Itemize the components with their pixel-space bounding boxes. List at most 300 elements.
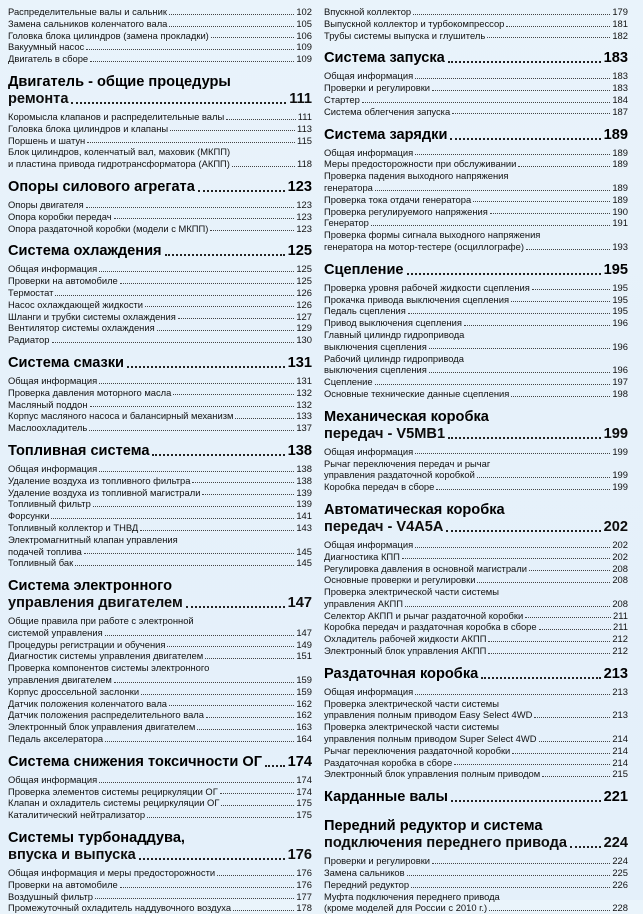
leader-dots <box>173 393 294 395</box>
toc-entry-page: 189 <box>612 181 628 193</box>
leader-dots <box>448 60 601 63</box>
toc-entry-label: выключения сцепления <box>324 364 427 376</box>
toc-entry[interactable] <box>8 698 312 709</box>
leader-dots <box>180 541 310 542</box>
toc-entry[interactable] <box>324 745 628 756</box>
toc-entry[interactable] <box>324 241 628 252</box>
toc-entry[interactable] <box>8 522 312 533</box>
toc-entry-page: 189 <box>612 158 628 170</box>
leader-dots <box>139 857 285 860</box>
toc-entry-label: Корпус дроссельной заслонки <box>8 685 140 697</box>
leader-dots <box>429 347 611 349</box>
toc-entry-label: Охладитель рабочей жидкости АКПП <box>324 633 487 645</box>
toc-entry[interactable] <box>324 458 628 469</box>
toc-entry-page: 214 <box>612 744 628 756</box>
toc-entry-label: и пластина привода гидротрансформатора (АКПП) <box>8 158 230 170</box>
leader-dots <box>114 217 295 219</box>
toc-entry[interactable] <box>324 902 628 913</box>
leader-dots <box>141 693 294 695</box>
toc-entry[interactable] <box>324 539 628 550</box>
toc-entry-label: подачей топлива <box>8 545 82 557</box>
leader-dots <box>362 101 611 103</box>
toc-entry-label: Замена сальников коленчатого вала <box>8 17 168 29</box>
toc-entry[interactable] <box>8 275 312 286</box>
toc-entry-page: 211 <box>613 621 628 633</box>
toc-heading-text: Передний редуктор и система <box>324 818 543 835</box>
toc-entry-page: 141 <box>296 510 312 522</box>
toc-entry[interactable] <box>8 627 312 638</box>
toc-entry[interactable] <box>324 733 628 744</box>
leader-dots <box>51 517 294 519</box>
toc-entry[interactable] <box>324 469 628 480</box>
toc-entry[interactable] <box>8 809 312 820</box>
leader-dots <box>169 25 294 27</box>
toc-entry[interactable] <box>324 217 628 228</box>
toc-entry[interactable] <box>8 662 312 673</box>
toc-entry[interactable] <box>8 650 312 661</box>
toc-entry[interactable] <box>324 709 628 720</box>
leader-dots <box>405 605 610 607</box>
toc-entry[interactable] <box>8 6 312 17</box>
toc-entry-label: Топливный бак <box>8 557 74 569</box>
toc-entry-page: 226 <box>612 878 628 890</box>
toc-entry-page: 189 <box>612 146 628 158</box>
toc-entry-label: Основные технические данные сцепления <box>324 387 510 399</box>
leader-dots <box>87 141 295 143</box>
toc-heading-text: Автоматическая коробка <box>324 501 505 518</box>
toc-section-heading[interactable] <box>324 818 628 852</box>
toc-entry[interactable] <box>324 586 628 597</box>
toc-entry-label: Проверка падения выходного напряжения <box>324 170 509 182</box>
leader-dots <box>501 705 626 706</box>
toc-entry-label: Удаление воздуха из топливного фильтра <box>8 474 191 486</box>
toc-entry[interactable] <box>324 305 628 316</box>
toc-entry[interactable] <box>8 422 312 433</box>
leader-dots <box>170 129 295 131</box>
toc-entry[interactable] <box>8 311 312 322</box>
toc-entry-page: 202 <box>612 550 628 562</box>
toc-entry[interactable] <box>8 546 312 557</box>
leader-dots <box>466 337 626 338</box>
toc-entry-label: Промежуточный охладитель наддувочного воздуха <box>8 902 232 914</box>
toc-entry[interactable] <box>8 534 312 545</box>
toc-entry[interactable] <box>8 30 312 41</box>
toc-entry-label: Вакуумный насос <box>8 41 85 53</box>
toc-heading-text: Опоры силового агрегата <box>8 178 195 195</box>
toc-entry[interactable] <box>324 686 628 697</box>
toc-entry-page: 214 <box>612 733 628 745</box>
toc-section-heading[interactable] <box>8 754 312 771</box>
leader-dots <box>120 886 295 888</box>
toc-entry-page: 183 <box>612 82 628 94</box>
toc-entry[interactable] <box>324 353 628 364</box>
toc-entry-page: 123 <box>296 210 312 222</box>
toc-entry[interactable] <box>8 399 312 410</box>
toc-entry[interactable] <box>324 645 628 656</box>
leader-dots <box>487 36 610 38</box>
toc-entry[interactable] <box>324 170 628 181</box>
toc-entry-page: 208 <box>612 597 628 609</box>
toc-entry[interactable] <box>8 891 312 902</box>
toc-section-heading[interactable] <box>8 243 312 260</box>
toc-entry[interactable] <box>324 106 628 117</box>
toc-entry-label: Опоры двигателя <box>8 198 84 210</box>
toc-entry-label: Опора раздаточной коробки (модели с МКПП) <box>8 222 209 234</box>
toc-entry-page: 138 <box>296 474 312 486</box>
toc-entry-page: 176 <box>296 867 312 879</box>
toc-entry[interactable] <box>8 510 312 521</box>
toc-entry[interactable] <box>8 733 312 744</box>
toc-entry-page: 163 <box>296 721 312 733</box>
leader-dots <box>502 898 626 899</box>
toc-entry-page: 184 <box>612 93 628 105</box>
toc-entry[interactable] <box>324 18 628 29</box>
toc-entry[interactable] <box>8 721 312 732</box>
toc-entry-label: Выпускной коллектор и турбокомпрессор <box>324 17 505 29</box>
toc-entry-page: 127 <box>296 310 312 322</box>
toc-entry[interactable] <box>8 774 312 785</box>
toc-entry[interactable] <box>324 6 628 17</box>
toc-entry[interactable] <box>8 879 312 890</box>
toc-heading-text: Двигатель - общие процедуры <box>8 73 231 90</box>
toc-entry[interactable] <box>8 158 312 169</box>
toc-entry-label: Коробка передач и раздаточная коробка в сборе <box>324 621 537 633</box>
toc-entry-page: 145 <box>296 545 312 557</box>
leader-dots <box>448 436 601 439</box>
toc-heading-text: Система зарядки <box>324 126 448 143</box>
toc-heading-text-2: передач - V5MB1 <box>324 425 446 442</box>
toc-entry-page: 183 <box>612 70 628 82</box>
toc-entry[interactable] <box>8 263 312 274</box>
toc-entry-label: Впускной коллектор <box>324 6 412 17</box>
leader-dots <box>226 118 296 120</box>
toc-entry[interactable] <box>8 487 312 498</box>
toc-entry-page: 174 <box>296 773 312 785</box>
toc-entry[interactable] <box>8 410 312 421</box>
toc-entry-label: Головка блока цилиндров (замена прокладки) <box>8 29 209 41</box>
toc-entry-page: 111 <box>297 110 312 122</box>
toc-entry[interactable] <box>8 902 312 913</box>
toc-entry[interactable] <box>8 797 312 808</box>
toc-entry[interactable] <box>8 709 312 720</box>
toc-entry[interactable] <box>8 18 312 29</box>
leader-dots <box>211 36 295 38</box>
toc-entry-label: (кроме моделей для России с 2010 г.) <box>324 902 488 914</box>
toc-section-heading[interactable] <box>324 409 628 443</box>
toc-entry[interactable] <box>8 615 312 626</box>
toc-entry-label: Генератор <box>324 217 369 229</box>
toc-entry-label: Электронный блок управления полным приводом <box>324 768 541 780</box>
toc-section-heading[interactable] <box>324 789 628 806</box>
toc-entry-page: 105 <box>296 17 312 29</box>
toc-heading-text: Система снижения токсичности ОГ <box>8 753 262 770</box>
leader-dots <box>196 623 310 624</box>
toc-entry-label: Общая информация <box>8 773 98 785</box>
toc-entry[interactable] <box>324 329 628 340</box>
toc-entry[interactable] <box>324 768 628 779</box>
toc-entry-page: 176 <box>296 878 312 890</box>
toc-entry-label: Маслоохладитель <box>8 422 88 434</box>
toc-entry-label: Проверка элементов системы рециркуляции ОГ <box>8 785 218 797</box>
leader-dots <box>450 137 600 140</box>
toc-section-heading[interactable] <box>324 666 628 683</box>
toc-entry-page: 164 <box>296 733 312 745</box>
toc-entry[interactable] <box>324 551 628 562</box>
toc-entry-label: Проверки на автомобиле <box>8 878 118 890</box>
toc-entry[interactable] <box>324 341 628 352</box>
toc-entry-label: генератора на мотор-тестере (осциллографе) <box>324 240 524 252</box>
toc-entry-page: 196 <box>612 364 628 376</box>
toc-heading-text: Механическая коробка <box>324 408 489 425</box>
toc-entry-page: 212 <box>612 645 628 657</box>
toc-entry[interactable] <box>324 294 628 305</box>
toc-entry-page: 196 <box>612 340 628 352</box>
leader-dots <box>232 165 295 167</box>
leader-dots <box>506 25 610 27</box>
toc-entry[interactable] <box>8 463 312 474</box>
toc-section-heading[interactable] <box>324 262 628 279</box>
leader-dots <box>169 704 294 706</box>
leader-dots <box>210 229 294 231</box>
toc-heading-page: 199 <box>603 425 628 442</box>
leader-dots <box>539 628 611 630</box>
toc-entry[interactable] <box>8 223 312 234</box>
leader-dots <box>186 605 285 608</box>
toc-entry[interactable] <box>8 557 312 568</box>
toc-entry[interactable] <box>8 674 312 685</box>
toc-heading-text: Раздаточная коробка <box>324 665 479 682</box>
toc-entry-label: системой управления <box>8 626 103 638</box>
toc-heading-page: 189 <box>603 126 628 143</box>
toc-entry[interactable] <box>324 70 628 81</box>
toc-entry[interactable] <box>324 598 628 609</box>
toc-entry-label: Передний редуктор <box>324 878 410 890</box>
toc-entry[interactable] <box>324 698 628 709</box>
toc-section-heading[interactable] <box>324 502 628 536</box>
toc-entry[interactable] <box>324 82 628 93</box>
toc-entry[interactable] <box>324 388 628 399</box>
toc-heading-text: Система охлаждения <box>8 243 162 260</box>
leader-dots <box>371 224 610 226</box>
leader-dots <box>436 488 610 490</box>
leader-dots <box>542 775 610 777</box>
toc-entry[interactable] <box>324 282 628 293</box>
toc-entry[interactable] <box>8 146 312 157</box>
toc-entry[interactable] <box>8 322 312 333</box>
toc-column-right <box>324 6 628 914</box>
leader-dots <box>71 101 286 104</box>
toc-heading-text: Система электронного <box>8 578 172 595</box>
toc-entry-page: 137 <box>296 422 312 434</box>
toc-entry-label: Проверка электрической части системы <box>324 697 499 709</box>
toc-entry[interactable] <box>8 475 312 486</box>
leader-dots <box>152 453 284 456</box>
toc-section-heading[interactable] <box>8 179 312 196</box>
toc-heading-page: 213 <box>603 665 628 682</box>
toc-entry[interactable] <box>324 206 628 217</box>
toc-entry[interactable] <box>324 867 628 878</box>
toc-entry[interactable] <box>324 94 628 105</box>
toc-entry[interactable] <box>8 786 312 797</box>
toc-entry-label: Рычаг переключения передач и рычаг <box>324 457 491 469</box>
toc-section-heading[interactable] <box>8 355 312 372</box>
toc-entry-page: 193 <box>612 240 628 252</box>
toc-entry[interactable] <box>324 633 628 644</box>
toc-entry[interactable] <box>324 30 628 41</box>
leader-dots <box>488 652 610 654</box>
toc-entry[interactable] <box>324 229 628 240</box>
toc-entry-label: Проверка электрической части системы <box>324 721 499 733</box>
toc-entry[interactable] <box>8 299 312 310</box>
toc-entry[interactable] <box>8 211 312 222</box>
leader-dots <box>178 317 295 319</box>
leader-dots <box>140 529 294 531</box>
toc-entry-label: Прокачка привода выключения сцепления <box>324 293 510 305</box>
toc-heading-page: 183 <box>603 50 628 67</box>
toc-entry-page: 125 <box>296 263 312 275</box>
leader-dots <box>539 740 611 742</box>
toc-entry[interactable] <box>324 446 628 457</box>
leader-dots <box>167 645 294 647</box>
toc-section-heading[interactable] <box>8 443 312 460</box>
toc-entry[interactable] <box>324 182 628 193</box>
toc-section-heading[interactable] <box>8 74 312 108</box>
toc-entry[interactable] <box>8 287 312 298</box>
toc-entry-label: Муфта подключения переднего привода <box>324 890 500 902</box>
toc-entry[interactable] <box>8 41 312 52</box>
toc-entry[interactable] <box>324 376 628 387</box>
toc-entry-page: 159 <box>296 674 312 686</box>
toc-entry-label: Коробка передач в сборе <box>324 481 435 493</box>
toc-entry-page: 214 <box>612 756 628 768</box>
toc-entry[interactable] <box>324 194 628 205</box>
toc-entry[interactable] <box>324 158 628 169</box>
toc-entry[interactable] <box>8 686 312 697</box>
toc-entry-page: 195 <box>612 305 628 317</box>
toc-entry[interactable] <box>8 111 312 122</box>
toc-entry-page: 109 <box>296 41 312 53</box>
toc-entry[interactable] <box>8 53 312 64</box>
toc-entry-label: Топливный коллектор и ТНВД <box>8 521 139 533</box>
toc-heading-page: 174 <box>287 753 312 770</box>
toc-entry[interactable] <box>8 375 312 386</box>
toc-section-heading[interactable] <box>324 50 628 67</box>
toc-entry[interactable] <box>8 639 312 650</box>
leader-dots <box>90 60 294 62</box>
toc-entry[interactable] <box>324 481 628 492</box>
toc-entry[interactable] <box>324 364 628 375</box>
toc-entry-page: 147 <box>296 626 312 638</box>
leader-dots <box>217 874 294 876</box>
toc-entry-label: Распределительные валы и сальник <box>8 6 167 17</box>
toc-section-heading[interactable] <box>8 830 312 864</box>
toc-entry[interactable] <box>324 147 628 158</box>
toc-entry-page: 182 <box>612 29 628 41</box>
toc-entry-page: 145 <box>296 557 312 569</box>
leader-dots <box>211 670 310 671</box>
leader-dots <box>415 546 610 548</box>
toc-entry-page: 123 <box>296 222 312 234</box>
toc-entry-label: Общая информация <box>324 538 414 550</box>
toc-entry-page: 208 <box>612 574 628 586</box>
toc-entry[interactable] <box>324 721 628 732</box>
toc-entry[interactable] <box>8 123 312 134</box>
leader-dots <box>169 13 294 15</box>
toc-entry-page: 162 <box>296 709 312 721</box>
leader-dots <box>542 237 626 238</box>
toc-heading-text-2: подключения переднего привода <box>324 835 567 852</box>
leader-dots <box>90 405 295 407</box>
toc-heading-page: 224 <box>603 835 628 852</box>
toc-entry-label: Общая информация <box>8 374 98 386</box>
toc-entry-label: Сцепление <box>324 376 373 388</box>
leader-dots <box>454 763 610 765</box>
toc-heading-text: Карданные валы <box>324 789 449 806</box>
toc-entry[interactable] <box>324 574 628 585</box>
toc-entry[interactable] <box>324 563 628 574</box>
toc-entry-page: 195 <box>612 293 628 305</box>
toc-entry-label: Топливный фильтр <box>8 498 91 510</box>
toc-entry[interactable] <box>324 757 628 768</box>
leader-dots <box>198 189 285 192</box>
leader-dots <box>501 729 626 730</box>
toc-entry[interactable] <box>324 855 628 866</box>
leader-dots <box>415 452 610 454</box>
toc-entry-page: 199 <box>612 445 628 457</box>
toc-entry-label: Радиатор <box>8 334 50 346</box>
leader-dots <box>145 305 294 307</box>
toc-entry-label: Общая информация <box>324 685 414 697</box>
toc-entry[interactable] <box>8 387 312 398</box>
toc-entry[interactable] <box>8 199 312 210</box>
leader-dots <box>375 189 610 191</box>
toc-entry[interactable] <box>324 610 628 621</box>
toc-entry[interactable] <box>8 334 312 345</box>
toc-entry[interactable] <box>8 498 312 509</box>
leader-dots <box>127 365 285 368</box>
toc-entry-page: 130 <box>296 334 312 346</box>
leader-dots <box>99 270 294 272</box>
toc-entry-label: Рычаг переключения раздаточной коробки <box>324 744 511 756</box>
leader-dots <box>473 200 610 202</box>
leader-dots <box>192 481 294 483</box>
leader-dots <box>511 178 627 179</box>
toc-entry-label: Проверка тока отдачи генератора <box>324 193 472 205</box>
toc-entry-page: 212 <box>612 633 628 645</box>
toc-entry-label: Трубы системы выпуска и глушитель <box>324 29 486 41</box>
leader-dots <box>488 640 610 642</box>
toc-entry[interactable] <box>8 135 312 146</box>
toc-entry-label: Форсунки <box>8 510 50 522</box>
toc-entry-label: Общая информация <box>324 146 414 158</box>
leader-dots <box>489 909 610 911</box>
toc-heading-text-2: передач - V4A5A <box>324 518 444 535</box>
toc-entry-label: Общая информация и меры предосторожности <box>8 867 216 879</box>
toc-entry[interactable] <box>324 317 628 328</box>
toc-entry-label: Проверка уровня рабочей жидкости сцепления <box>324 281 530 293</box>
toc-entry-page: 139 <box>296 486 312 498</box>
toc-entry-page: 132 <box>296 386 312 398</box>
toc-entry[interactable] <box>324 879 628 890</box>
leader-dots <box>402 557 610 559</box>
toc-entry[interactable] <box>8 867 312 878</box>
toc-section-heading[interactable] <box>8 578 312 612</box>
toc-entry[interactable] <box>324 891 628 902</box>
toc-section-heading[interactable] <box>324 127 628 144</box>
toc-entry-page: 181 <box>612 17 628 29</box>
toc-heading-page: 147 <box>287 595 312 612</box>
toc-entry[interactable] <box>324 621 628 632</box>
